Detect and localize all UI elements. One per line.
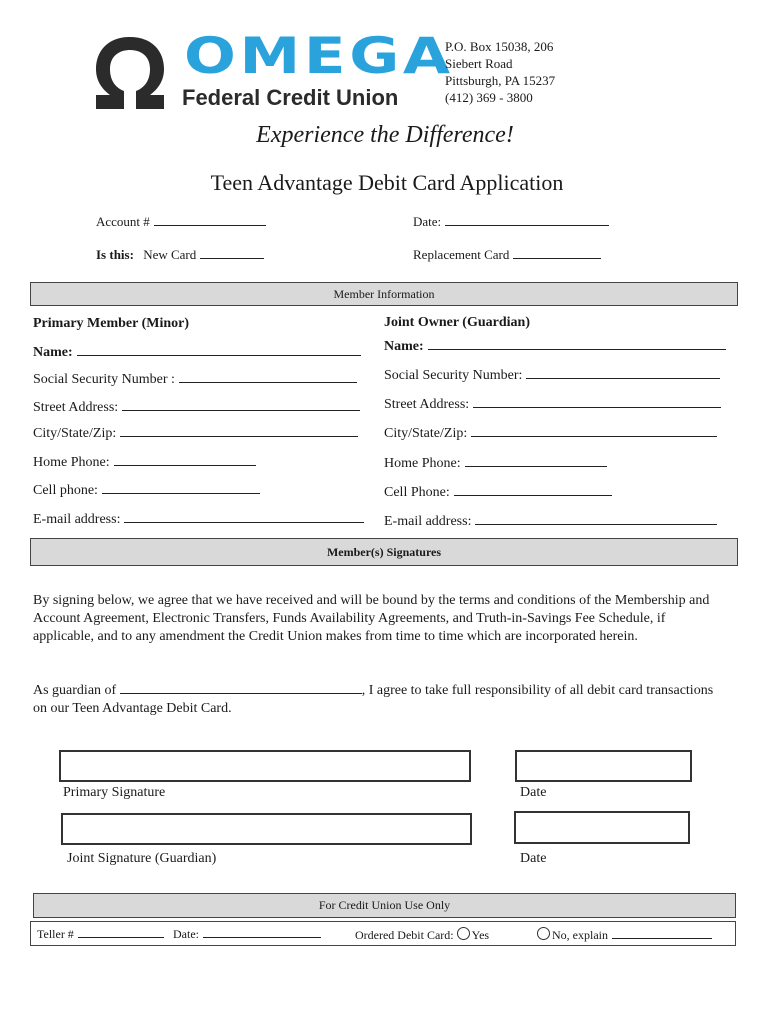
address-block xyxy=(445,38,555,106)
cu-date-field[interactable] xyxy=(173,927,321,942)
primary-city-label: City/State/Zip: xyxy=(33,426,117,441)
primary-email-label: E-mail address: xyxy=(33,512,121,527)
omega-symbol-icon xyxy=(92,33,168,111)
new-card-label: New Card xyxy=(143,247,197,262)
primary-cell-phone-label: Cell phone: xyxy=(33,483,98,498)
no-explain-label: No, explain xyxy=(552,928,608,942)
joint-name-field[interactable] xyxy=(384,337,726,355)
primary-ssn-field[interactable] xyxy=(33,370,357,388)
is-this-label: Is this: xyxy=(96,247,134,262)
teller-label: Teller # xyxy=(37,927,74,941)
joint-cell-phone-label: Cell Phone: xyxy=(384,485,450,500)
primary-signature-label: Primary Signature xyxy=(63,785,166,800)
primary-city-field[interactable] xyxy=(33,424,358,442)
primary-ssn-label: Social Security Number : xyxy=(33,372,175,387)
cu-date-label: Date: xyxy=(173,927,199,941)
joint-name-label: Name: xyxy=(384,339,424,354)
ordered-debit-card-field xyxy=(355,927,489,943)
joint-city-label: City/State/Zip: xyxy=(384,426,468,441)
cu-use-title: For Credit Union Use Only xyxy=(318,898,451,912)
guardian-suffix: , I agree to take full responsibility of all debit card transactions on our Teen Advantage Debit Card. xyxy=(33,683,714,716)
logo-wordmark: OMEGA xyxy=(184,27,454,85)
guardian-of-field[interactable] xyxy=(120,681,362,694)
joint-home-phone-field[interactable] xyxy=(384,454,607,472)
guardian-prefix: As guardian of xyxy=(33,683,117,698)
joint-cell-phone-field[interactable] xyxy=(384,483,612,501)
radio-circle-icon xyxy=(457,927,470,940)
signatures-title: Member(s) Signatures xyxy=(326,545,442,559)
address-line: P.O. Box 15038, 206 xyxy=(445,39,554,54)
primary-name-field[interactable] xyxy=(33,343,361,361)
member-information-title: Member Information xyxy=(333,287,435,301)
replacement-card-option[interactable] xyxy=(413,246,601,263)
replacement-card-label: Replacement Card xyxy=(413,247,510,262)
account-number-field[interactable] xyxy=(96,213,266,230)
joint-owner-heading: Joint Owner (Guardian) xyxy=(384,315,530,330)
primary-signature-date-box[interactable] xyxy=(515,750,692,782)
application-date-label: Date: xyxy=(413,214,442,229)
teller-field[interactable] xyxy=(37,927,164,942)
guardian-statement xyxy=(33,681,723,718)
primary-member-heading: Primary Member (Minor) xyxy=(33,316,190,331)
cu-use-header xyxy=(33,893,736,918)
primary-cell-phone-field[interactable] xyxy=(33,481,260,499)
radio-circle-icon xyxy=(537,927,550,940)
tagline: Experience the Difference! xyxy=(256,122,514,148)
primary-home-phone-label: Home Phone: xyxy=(33,455,110,470)
agreement-text: By signing below, we agree that we have received and will be bound by the terms and conditions of the Membership and Account Agreement, Electronic Transfers, Funds Availability Agreements, and Truth-in-Savings Fee Schedule, if applicable, and to any amendment the Credit Union makes from time to time which are incorporated herein. xyxy=(33,593,710,644)
address-line: Pittsburgh, PA 15237 xyxy=(445,73,556,88)
joint-signature-date-box[interactable] xyxy=(514,811,690,844)
card-type-row xyxy=(96,246,264,263)
primary-street-label: Street Address: xyxy=(33,400,119,415)
yes-label: Yes xyxy=(471,928,490,942)
primary-name-label: Name: xyxy=(33,345,73,360)
form-title: Teen Advantage Debit Card Application xyxy=(210,170,564,195)
yes-radio[interactable] xyxy=(457,928,489,942)
phone-line: (412) 369 - 3800 xyxy=(445,90,533,105)
joint-street-label: Street Address: xyxy=(384,397,470,412)
joint-ssn-label: Social Security Number: xyxy=(384,368,523,383)
application-date-field[interactable] xyxy=(413,213,609,230)
joint-signature-label: Joint Signature (Guardian) xyxy=(67,851,217,866)
address-line: Siebert Road xyxy=(445,56,513,71)
primary-street-field[interactable] xyxy=(33,398,360,416)
primary-date-label: Date xyxy=(520,785,547,800)
new-card-option[interactable] xyxy=(143,247,264,262)
credit-union-logo xyxy=(92,27,454,113)
account-number-label: Account # xyxy=(96,214,150,229)
joint-ssn-field[interactable] xyxy=(384,366,720,384)
primary-home-phone-field[interactable] xyxy=(33,453,256,471)
ordered-debit-card-label: Ordered Debit Card: xyxy=(355,928,454,942)
logo-subtitle: Federal Credit Union xyxy=(182,85,399,110)
signatures-header xyxy=(30,538,738,566)
cu-use-row xyxy=(30,921,736,946)
joint-home-phone-label: Home Phone: xyxy=(384,456,461,471)
joint-street-field[interactable] xyxy=(384,395,721,413)
no-explain-field[interactable] xyxy=(537,927,712,943)
joint-signature-box[interactable] xyxy=(61,813,472,845)
member-information-header xyxy=(30,282,738,306)
primary-email-field[interactable] xyxy=(33,510,364,528)
primary-signature-box[interactable] xyxy=(59,750,471,782)
joint-email-label: E-mail address: xyxy=(384,514,472,529)
joint-date-label: Date xyxy=(520,851,547,866)
joint-email-field[interactable] xyxy=(384,512,717,530)
joint-city-field[interactable] xyxy=(384,424,717,442)
